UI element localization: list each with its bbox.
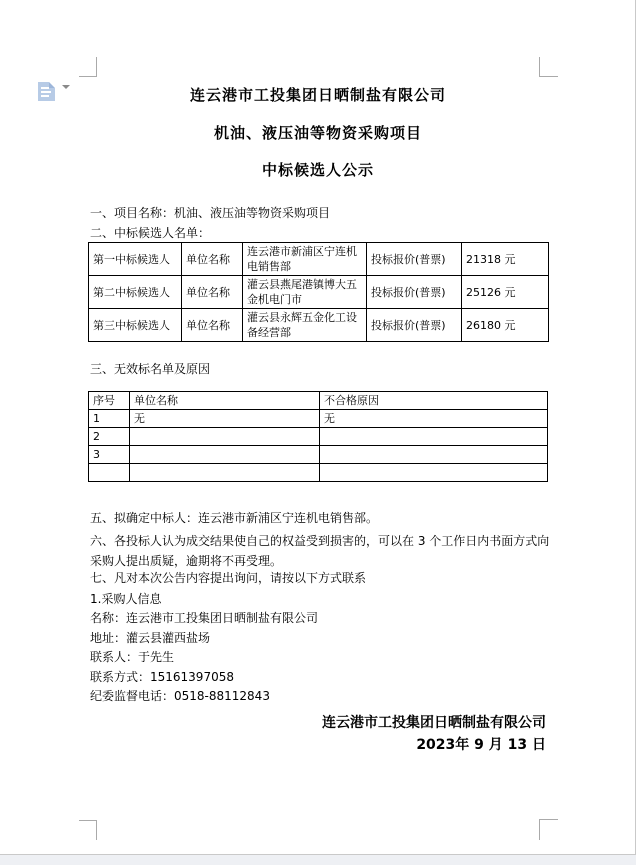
contact-person: 联系人：于先生 [90,650,175,664]
contact-name: 名称：连云港市工投集团日晒制盐有限公司 [90,611,319,625]
bid-price-value: 21318 元 [462,243,549,276]
index-cell: 2 [89,428,130,446]
unit-name-value: 连云港市新浦区宁连机电销售部 [243,243,367,276]
section-project-name: 一、项目名称：机油、液压油等物资采购项目 [90,206,331,220]
app-background-strip [0,855,636,865]
unit-cell [130,428,320,446]
section-objection-notice: 六、各投标人认为成交结果使自己的权益受到损害的，可以在 3 个工作日内书面方式向采购人提出质疑，逾期将不再受理。 [90,534,550,568]
reason-cell [320,446,548,464]
doc-title-project: 机油、液压油等物资采购项目 [213,124,422,142]
unit-name-value: 灌云县燕尾港镇博大五金机电门市 [243,276,367,309]
candidates-table [88,242,549,342]
crop-mark-top-left [79,57,97,77]
candidate-rank: 第三中标候选人 [89,309,182,342]
contact-phone: 联系方式：15161397058 [90,670,234,684]
unit-name-label: 单位名称 [182,276,243,309]
candidate-rank: 第一中标候选人 [89,243,182,276]
index-cell [89,464,130,482]
unit-cell: 无 [130,410,320,428]
table-row [89,464,548,482]
contact-address: 地址：灌云县灌西盐场 [90,631,211,645]
section-candidate-list-heading: 二、中标候选人名单： [90,226,211,240]
unit-name-label: 单位名称 [182,243,243,276]
signature-date: 2023年 9 月 13 日 [416,737,546,753]
doc-title-company: 连云港市工投集团日晒制盐有限公司 [189,86,446,104]
table-row [89,428,548,446]
table-row [89,309,549,342]
bid-price-label: 投标报价(普票) [367,309,462,342]
table-row [89,243,549,276]
bid-price-label: 投标报价(普票) [367,276,462,309]
crop-mark-bottom-left [79,820,97,840]
col-header-reason: 不合格原因 [320,392,548,410]
invalid-bids-table [88,391,548,482]
reason-cell [320,428,548,446]
crop-mark-top-right [539,57,558,77]
unit-name-value: 灌云县永辉五金化工设备经营部 [243,309,367,342]
col-header-unit-name: 单位名称 [130,392,320,410]
reason-cell: 无 [320,410,548,428]
unit-name-label: 单位名称 [182,309,243,342]
section-proposed-winner: 五、拟确定中标人：连云港市新浦区宁连机电销售部。 [90,511,379,525]
crop-mark-bottom-right [539,819,558,840]
index-cell: 1 [89,410,130,428]
section-invalid-bids-heading: 三、无效标名单及原因 [90,362,211,376]
unit-cell [130,464,320,482]
bid-price-label: 投标报价(普票) [367,243,462,276]
index-cell: 3 [89,446,130,464]
signature-company: 连云港市工投集团日晒制盐有限公司 [322,715,546,731]
candidate-rank: 第二中标候选人 [89,276,182,309]
reason-cell [320,464,548,482]
table-row [89,410,548,428]
supervision-phone: 纪委监督电话：0518-88112843 [90,689,270,703]
table-row [89,446,548,464]
table-header-row [89,392,548,410]
col-header-index: 序号 [89,392,130,410]
table-row [89,276,549,309]
bid-price-value: 26180 元 [462,309,549,342]
bid-price-value: 25126 元 [462,276,549,309]
section-inquiry-contact: 七、凡对本次公告内容提出询问，请按以下方式联系 [90,571,367,585]
unit-cell [130,446,320,464]
doc-title-announcement: 中标候选人公示 [261,161,374,179]
purchaser-info-heading: 1.采购人信息 [90,592,162,606]
